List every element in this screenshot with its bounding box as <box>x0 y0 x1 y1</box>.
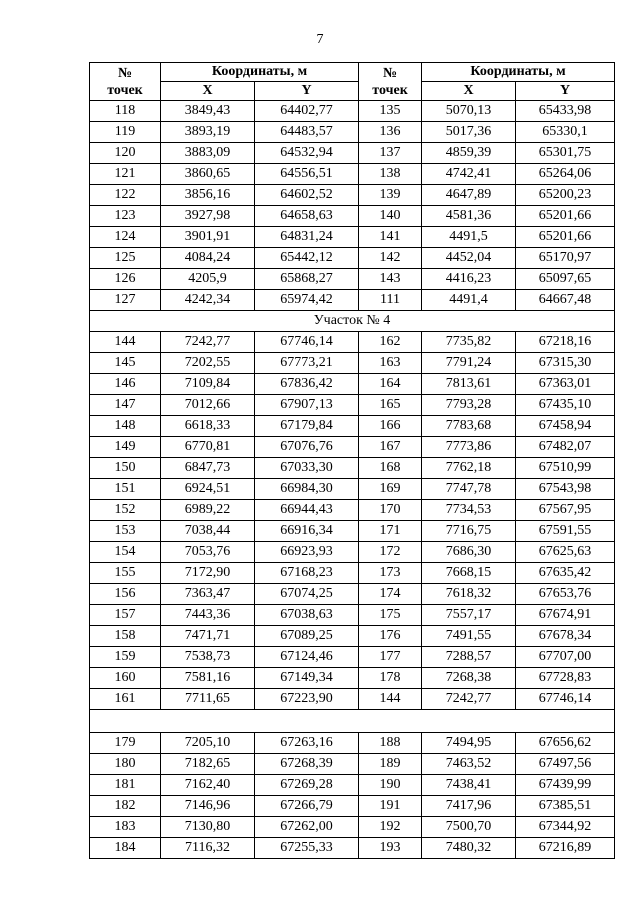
y-cell: 65442,12 <box>255 248 359 269</box>
y-cell: 67543,98 <box>516 479 615 500</box>
x-cell: 3927,98 <box>161 206 255 227</box>
y-cell: 66923,93 <box>255 542 359 563</box>
y-cell: 67255,33 <box>255 838 359 859</box>
y-cell: 67625,63 <box>516 542 615 563</box>
point-number-cell: 120 <box>90 143 161 164</box>
table-row <box>90 521 615 542</box>
table-row <box>90 206 615 227</box>
x-cell: 7716,75 <box>422 521 516 542</box>
x-cell: 6924,51 <box>161 479 255 500</box>
y-cell: 67439,99 <box>516 775 615 796</box>
point-number-cell: 160 <box>90 668 161 689</box>
point-number-cell: 184 <box>90 838 161 859</box>
table-row <box>90 689 615 710</box>
y-cell: 67223,90 <box>255 689 359 710</box>
coordinates-header-left: Координаты, м <box>161 63 359 82</box>
x-cell: 7182,65 <box>161 754 255 775</box>
x-cell: 7668,15 <box>422 563 516 584</box>
x-cell: 7494,95 <box>422 733 516 754</box>
point-number-cell: 141 <box>359 227 422 248</box>
x-cell: 7146,96 <box>161 796 255 817</box>
y-cell: 65868,27 <box>255 269 359 290</box>
y-cell: 67836,42 <box>255 374 359 395</box>
point-number-cell: 170 <box>359 500 422 521</box>
section-row-group <box>90 311 615 332</box>
x-cell: 7202,55 <box>161 353 255 374</box>
point-number-cell: 138 <box>359 164 422 185</box>
y-cell: 67074,25 <box>255 584 359 605</box>
y-cell: 64602,52 <box>255 185 359 206</box>
point-number-cell: 150 <box>90 458 161 479</box>
point-number-cell: 176 <box>359 626 422 647</box>
x-cell: 7172,90 <box>161 563 255 584</box>
y-cell: 67567,95 <box>516 500 615 521</box>
x-cell: 6847,73 <box>161 458 255 479</box>
table-row <box>90 542 615 563</box>
x-cell: 6618,33 <box>161 416 255 437</box>
point-number-cell: 137 <box>359 143 422 164</box>
table-row <box>90 416 615 437</box>
point-number-cell: 144 <box>359 689 422 710</box>
point-number-cell: 149 <box>90 437 161 458</box>
point-number-cell: 171 <box>359 521 422 542</box>
table-row <box>90 733 615 754</box>
point-number-cell: 164 <box>359 374 422 395</box>
x-cell: 7443,36 <box>161 605 255 626</box>
y-cell: 67458,94 <box>516 416 615 437</box>
y-cell: 67363,01 <box>516 374 615 395</box>
y-header-right: Y <box>516 82 615 101</box>
point-number-cell: 159 <box>90 647 161 668</box>
y-cell: 64532,94 <box>255 143 359 164</box>
y-cell: 67089,25 <box>255 626 359 647</box>
x-cell: 5070,13 <box>422 101 516 122</box>
point-number-cell: 145 <box>90 353 161 374</box>
x-cell: 7783,68 <box>422 416 516 437</box>
table-row <box>90 332 615 353</box>
point-number-cell: 188 <box>359 733 422 754</box>
page-number: 7 <box>316 32 324 47</box>
point-number-cell: 139 <box>359 185 422 206</box>
y-cell: 67315,30 <box>516 353 615 374</box>
table-row <box>90 437 615 458</box>
table-row <box>90 796 615 817</box>
point-number-cell: 190 <box>359 775 422 796</box>
y-cell: 64658,63 <box>255 206 359 227</box>
x-cell: 4242,34 <box>161 290 255 311</box>
point-number-cell: 169 <box>359 479 422 500</box>
x-cell: 3893,19 <box>161 122 255 143</box>
table-row <box>90 479 615 500</box>
point-number-cell: 125 <box>90 248 161 269</box>
y-cell: 67635,42 <box>516 563 615 584</box>
point-number-header-right: № точек <box>359 63 422 101</box>
x-cell: 7116,32 <box>161 838 255 859</box>
point-number-cell: 181 <box>90 775 161 796</box>
x-cell: 5017,36 <box>422 122 516 143</box>
rows-group-c <box>90 733 615 859</box>
x-cell: 7686,30 <box>422 542 516 563</box>
table-row <box>90 227 615 248</box>
x-cell: 7500,70 <box>422 817 516 838</box>
x-cell: 7791,24 <box>422 353 516 374</box>
point-number-cell: 189 <box>359 754 422 775</box>
x-cell: 7734,53 <box>422 500 516 521</box>
x-cell: 7438,41 <box>422 775 516 796</box>
x-cell: 7618,32 <box>422 584 516 605</box>
point-number-cell: 122 <box>90 185 161 206</box>
table-row <box>90 164 615 185</box>
point-number-cell: 191 <box>359 796 422 817</box>
table-row <box>90 353 615 374</box>
table-row <box>90 395 615 416</box>
point-number-cell: 119 <box>90 122 161 143</box>
point-number-cell: 158 <box>90 626 161 647</box>
y-cell: 65330,1 <box>516 122 615 143</box>
table-row <box>90 458 615 479</box>
y-cell: 67746,14 <box>516 689 615 710</box>
section-title: Участок № 4 <box>90 311 615 332</box>
point-number-cell: 157 <box>90 605 161 626</box>
point-number-cell: 124 <box>90 227 161 248</box>
point-number-cell: 166 <box>359 416 422 437</box>
table-row <box>90 605 615 626</box>
x-cell: 7491,55 <box>422 626 516 647</box>
x-cell: 3849,43 <box>161 101 255 122</box>
y-cell: 64402,77 <box>255 101 359 122</box>
y-cell: 66916,34 <box>255 521 359 542</box>
point-number-cell: 144 <box>90 332 161 353</box>
y-cell: 67678,34 <box>516 626 615 647</box>
point-number-cell: 162 <box>359 332 422 353</box>
y-cell: 67746,14 <box>255 332 359 353</box>
x-cell: 7242,77 <box>422 689 516 710</box>
x-cell: 7268,38 <box>422 668 516 689</box>
y-cell: 67497,56 <box>516 754 615 775</box>
x-cell: 7205,10 <box>161 733 255 754</box>
point-number-cell: 177 <box>359 647 422 668</box>
point-number-cell: 111 <box>359 290 422 311</box>
x-header-left: X <box>161 82 255 101</box>
y-cell: 65200,23 <box>516 185 615 206</box>
point-number-cell: 161 <box>90 689 161 710</box>
y-cell: 67038,63 <box>255 605 359 626</box>
y-cell: 67266,79 <box>255 796 359 817</box>
x-cell: 3883,09 <box>161 143 255 164</box>
x-cell: 7538,73 <box>161 647 255 668</box>
y-cell: 67344,92 <box>516 817 615 838</box>
table-row <box>90 122 615 143</box>
y-cell: 67149,34 <box>255 668 359 689</box>
x-cell: 7813,61 <box>422 374 516 395</box>
point-number-cell: 146 <box>90 374 161 395</box>
table-row <box>90 248 615 269</box>
point-number-cell: 140 <box>359 206 422 227</box>
table-row <box>90 500 615 521</box>
y-cell: 67268,39 <box>255 754 359 775</box>
point-number-cell: 148 <box>90 416 161 437</box>
point-number-cell: 153 <box>90 521 161 542</box>
y-cell: 67262,00 <box>255 817 359 838</box>
y-cell: 67728,83 <box>516 668 615 689</box>
y-cell: 65201,66 <box>516 227 615 248</box>
point-number-cell: 156 <box>90 584 161 605</box>
x-cell: 7288,57 <box>422 647 516 668</box>
rows-group-a <box>90 101 615 311</box>
blank-row-group <box>90 710 615 733</box>
table-row <box>90 269 615 290</box>
point-number-cell: 179 <box>90 733 161 754</box>
x-cell: 7363,47 <box>161 584 255 605</box>
y-cell: 67263,16 <box>255 733 359 754</box>
x-cell: 7471,71 <box>161 626 255 647</box>
point-number-cell: 154 <box>90 542 161 563</box>
point-number-cell: 182 <box>90 796 161 817</box>
x-cell: 7130,80 <box>161 817 255 838</box>
coordinates-header-right: Координаты, м <box>422 63 615 82</box>
table-row <box>90 754 615 775</box>
x-cell: 7735,82 <box>422 332 516 353</box>
y-cell: 67435,10 <box>516 395 615 416</box>
y-cell: 67216,89 <box>516 838 615 859</box>
point-number-cell: 168 <box>359 458 422 479</box>
x-cell: 4491,5 <box>422 227 516 248</box>
x-cell: 7762,18 <box>422 458 516 479</box>
y-cell: 67907,13 <box>255 395 359 416</box>
point-number-cell: 180 <box>90 754 161 775</box>
y-cell: 67674,91 <box>516 605 615 626</box>
x-cell: 4859,39 <box>422 143 516 164</box>
point-number-cell: 121 <box>90 164 161 185</box>
y-cell: 67033,30 <box>255 458 359 479</box>
point-number-cell: 151 <box>90 479 161 500</box>
point-number-cell: 127 <box>90 290 161 311</box>
y-cell: 65264,06 <box>516 164 615 185</box>
y-cell: 67076,76 <box>255 437 359 458</box>
x-cell: 7053,76 <box>161 542 255 563</box>
y-cell: 67124,46 <box>255 647 359 668</box>
table-row <box>90 647 615 668</box>
x-cell: 3860,65 <box>161 164 255 185</box>
y-cell: 67653,76 <box>516 584 615 605</box>
x-cell: 7417,96 <box>422 796 516 817</box>
point-number-cell: 165 <box>359 395 422 416</box>
rows-group-b <box>90 332 615 710</box>
y-cell: 64667,48 <box>516 290 615 311</box>
x-cell: 6770,81 <box>161 437 255 458</box>
table-row <box>90 143 615 164</box>
point-number-cell: 155 <box>90 563 161 584</box>
x-cell: 7773,86 <box>422 437 516 458</box>
point-number-cell: 173 <box>359 563 422 584</box>
point-number-cell: 143 <box>359 269 422 290</box>
point-number-cell: 192 <box>359 817 422 838</box>
x-cell: 4416,23 <box>422 269 516 290</box>
y-cell: 67168,23 <box>255 563 359 584</box>
y-cell: 67591,55 <box>516 521 615 542</box>
point-number-cell: 142 <box>359 248 422 269</box>
point-number-cell: 135 <box>359 101 422 122</box>
y-cell: 67179,84 <box>255 416 359 437</box>
y-cell: 64556,51 <box>255 164 359 185</box>
table-row <box>90 290 615 311</box>
table-row <box>90 817 615 838</box>
point-number-cell: 152 <box>90 500 161 521</box>
point-number-cell: 118 <box>90 101 161 122</box>
coordinates-table <box>89 62 615 859</box>
point-number-cell: 175 <box>359 605 422 626</box>
x-cell: 3856,16 <box>161 185 255 206</box>
x-cell: 4581,36 <box>422 206 516 227</box>
point-number-cell: 172 <box>359 542 422 563</box>
point-number-cell: 126 <box>90 269 161 290</box>
y-cell: 66944,43 <box>255 500 359 521</box>
x-header-right: X <box>422 82 516 101</box>
x-cell: 7793,28 <box>422 395 516 416</box>
x-cell: 7038,44 <box>161 521 255 542</box>
y-header-left: Y <box>255 82 359 101</box>
y-cell: 65974,42 <box>255 290 359 311</box>
x-cell: 3901,91 <box>161 227 255 248</box>
y-cell: 67218,16 <box>516 332 615 353</box>
y-cell: 67707,00 <box>516 647 615 668</box>
x-cell: 7109,84 <box>161 374 255 395</box>
x-cell: 7581,16 <box>161 668 255 689</box>
point-number-cell: 123 <box>90 206 161 227</box>
point-number-cell: 163 <box>359 353 422 374</box>
point-number-header-left: № точек <box>90 63 161 101</box>
table-row <box>90 101 615 122</box>
x-cell: 4647,89 <box>422 185 516 206</box>
x-cell: 7463,52 <box>422 754 516 775</box>
blank-row <box>90 710 615 733</box>
y-cell: 66984,30 <box>255 479 359 500</box>
y-cell: 67773,21 <box>255 353 359 374</box>
x-cell: 4742,41 <box>422 164 516 185</box>
y-cell: 67385,51 <box>516 796 615 817</box>
y-cell: 65201,66 <box>516 206 615 227</box>
point-number-cell: 167 <box>359 437 422 458</box>
x-cell: 4084,24 <box>161 248 255 269</box>
x-cell: 4491,4 <box>422 290 516 311</box>
x-cell: 7480,32 <box>422 838 516 859</box>
point-number-cell: 183 <box>90 817 161 838</box>
table-row <box>90 584 615 605</box>
x-cell: 6989,22 <box>161 500 255 521</box>
table-row <box>90 563 615 584</box>
point-number-cell: 147 <box>90 395 161 416</box>
table-row <box>90 185 615 206</box>
x-cell: 7162,40 <box>161 775 255 796</box>
y-cell: 65170,97 <box>516 248 615 269</box>
table-row <box>90 668 615 689</box>
point-number-cell: 174 <box>359 584 422 605</box>
table-row <box>90 374 615 395</box>
point-number-cell: 136 <box>359 122 422 143</box>
x-cell: 7242,77 <box>161 332 255 353</box>
y-cell: 67269,28 <box>255 775 359 796</box>
x-cell: 7711,65 <box>161 689 255 710</box>
x-cell: 7747,78 <box>422 479 516 500</box>
point-number-cell: 178 <box>359 668 422 689</box>
x-cell: 4205,9 <box>161 269 255 290</box>
y-cell: 64831,24 <box>255 227 359 248</box>
point-number-cell: 193 <box>359 838 422 859</box>
table-row <box>90 626 615 647</box>
y-cell: 67510,99 <box>516 458 615 479</box>
y-cell: 64483,57 <box>255 122 359 143</box>
table-row <box>90 838 615 859</box>
table-row <box>90 775 615 796</box>
x-cell: 4452,04 <box>422 248 516 269</box>
x-cell: 7557,17 <box>422 605 516 626</box>
y-cell: 65433,98 <box>516 101 615 122</box>
y-cell: 65097,65 <box>516 269 615 290</box>
y-cell: 67482,07 <box>516 437 615 458</box>
y-cell: 67656,62 <box>516 733 615 754</box>
x-cell: 7012,66 <box>161 395 255 416</box>
y-cell: 65301,75 <box>516 143 615 164</box>
